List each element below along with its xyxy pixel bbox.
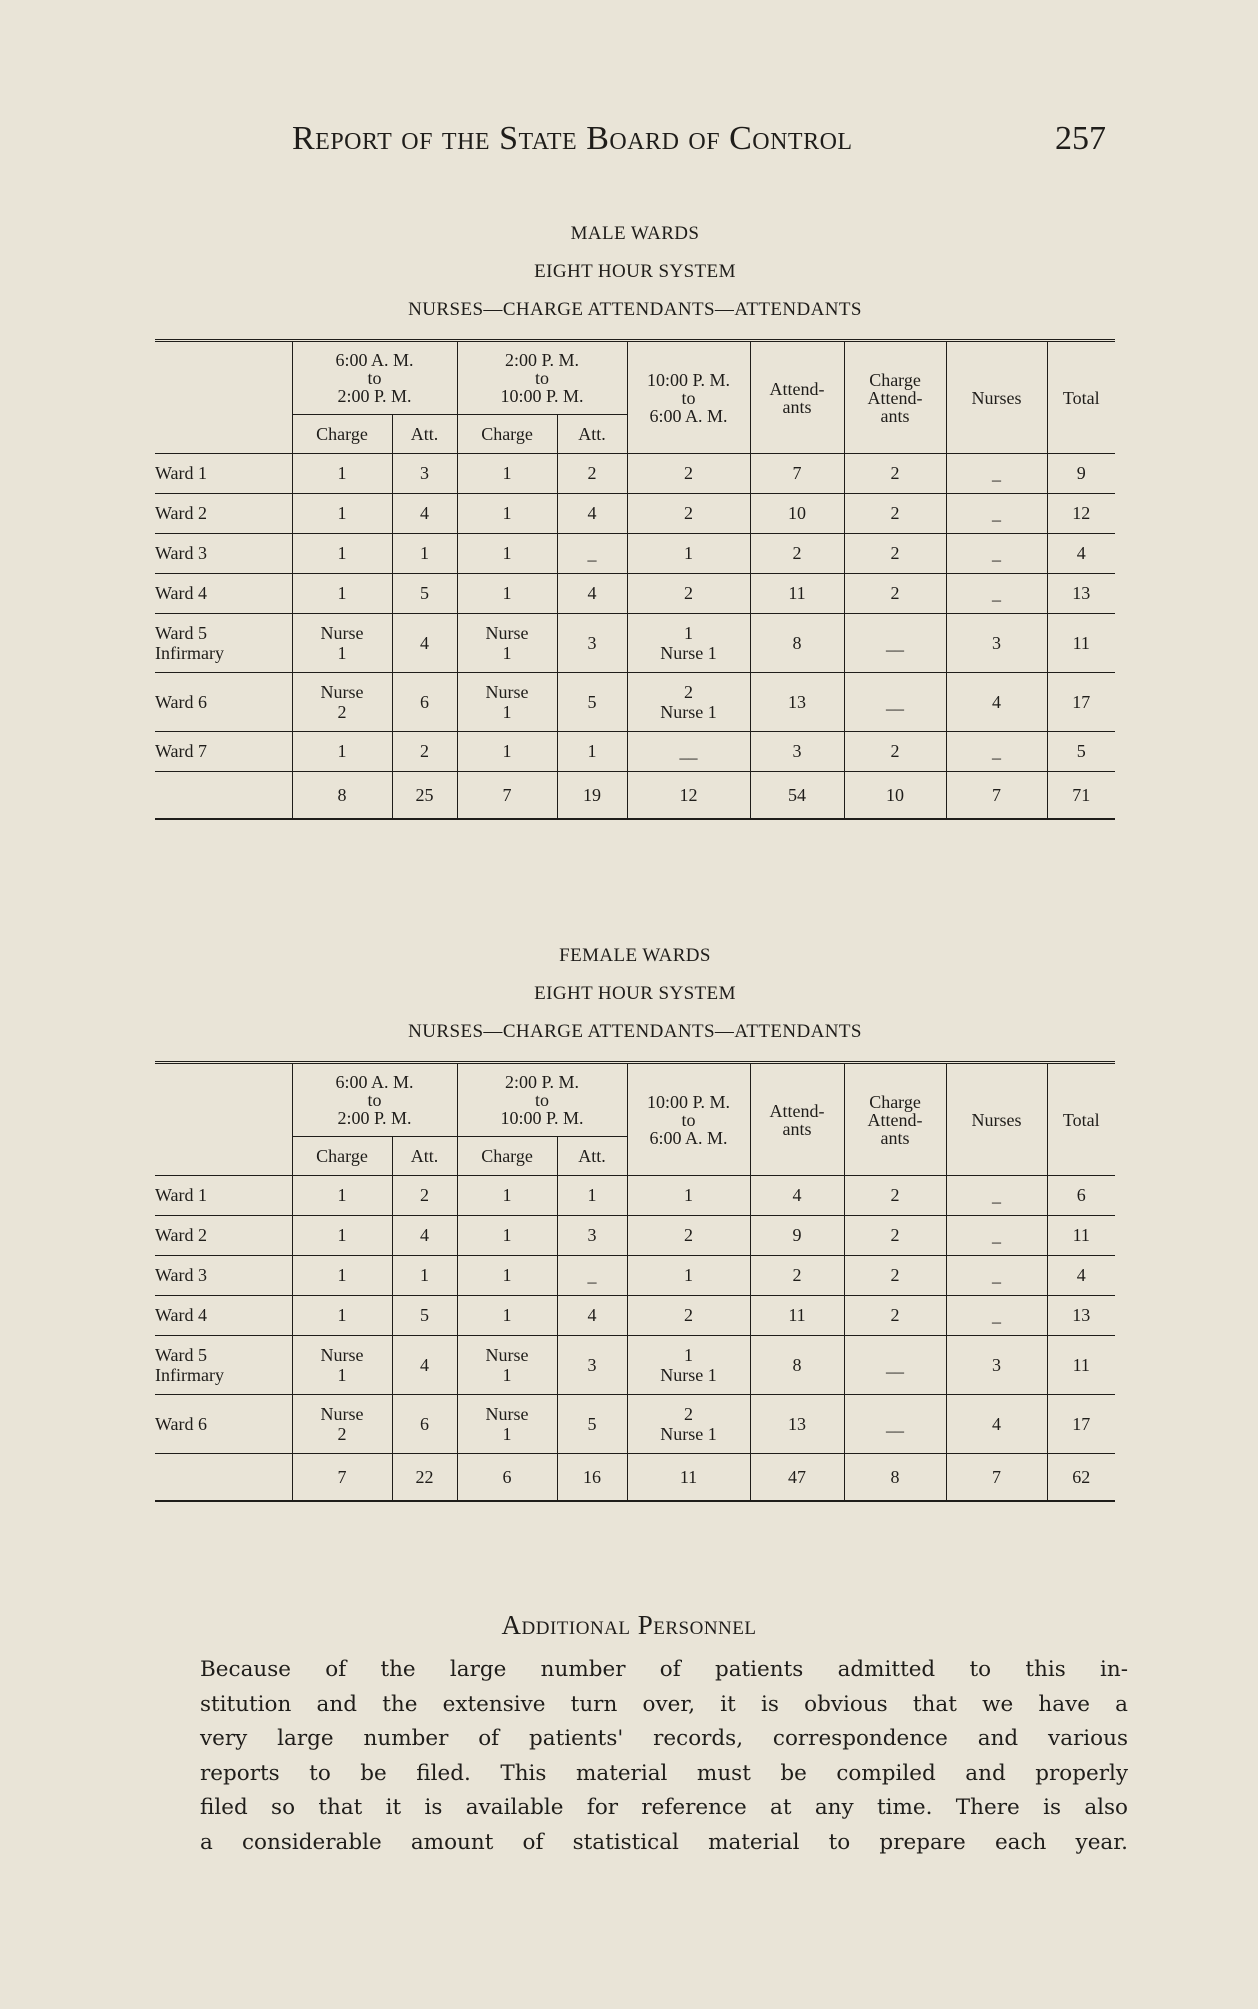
female-wards-table [155, 1061, 1115, 1502]
shift-2-att-cell: 4 [557, 1296, 627, 1336]
shift-2-att-cell: 3 [557, 1336, 627, 1395]
shift-2-charge-cell: 1 [457, 1296, 557, 1336]
charge-attendants-header: Charge Attend- ants [844, 341, 946, 454]
charge-subheader: Charge [457, 1137, 557, 1176]
total-cell: 9 [1047, 454, 1115, 494]
charge-attendants-cell: __ [844, 673, 946, 732]
shift-1-charge-cell: 1 [292, 1216, 392, 1256]
shift-2-charge-cell: 1 [457, 732, 557, 772]
ward-label: Ward 2 [155, 1216, 292, 1256]
total-cell: 11 [1047, 1336, 1115, 1395]
total-cell: 11 [1047, 614, 1115, 673]
charge-attendants-cell: 2 [844, 1176, 946, 1216]
table-row [155, 454, 1115, 494]
shift-2-att-cell: 3 [557, 1216, 627, 1256]
ward-label: Ward 4 [155, 574, 292, 614]
attendants-cell: 10 [750, 494, 844, 534]
shift-3-cell: __ [627, 732, 750, 772]
charge-attendants-cell: 2 [844, 732, 946, 772]
table-row [155, 1296, 1115, 1336]
nurses-cell: _ [946, 574, 1047, 614]
shift-3-cell: 1 [627, 534, 750, 574]
total-shift-2-charge-cell: 6 [457, 1454, 557, 1502]
shift-2-att-cell: 2 [557, 454, 627, 494]
nurses-cell: 4 [946, 1395, 1047, 1454]
attendants-cell: 13 [750, 673, 844, 732]
ward-label: Ward 2 [155, 494, 292, 534]
shift-1-att-cell: 6 [392, 1395, 457, 1454]
shift-3-cell: 2 [627, 574, 750, 614]
attendants-cell: 4 [750, 1176, 844, 1216]
male-wards-table [155, 339, 1115, 820]
shift-2-att-cell: 3 [557, 614, 627, 673]
table-row [155, 614, 1115, 673]
shift-1-att-cell: 4 [392, 1336, 457, 1395]
total-shift-1-charge-cell: 7 [292, 1454, 392, 1502]
paragraph-line: very large number of patients' records, correspondence and various [200, 1726, 1128, 1751]
shift-1-charge-cell: Nurse 1 [292, 614, 392, 673]
table-row [155, 732, 1115, 772]
total-cell: 13 [1047, 1296, 1115, 1336]
shift-1-header: 6:00 A. M. to 2:00 P. M. [292, 341, 457, 415]
total-cell: 4 [1047, 534, 1115, 574]
shift-1-charge-cell: 1 [292, 574, 392, 614]
shift-1-charge-cell: 1 [292, 454, 392, 494]
table-row [155, 1256, 1115, 1296]
ward-label: Ward 1 [155, 1176, 292, 1216]
charge-attendants-cell: __ [844, 614, 946, 673]
table-subtitle: NURSES—CHARGE ATTENDANTS—ATTENDANTS [408, 299, 862, 320]
shift-1-charge-cell: Nurse 1 [292, 1336, 392, 1395]
charge-attendants-cell: __ [844, 1336, 946, 1395]
total-shift-1-att-cell: 25 [392, 772, 457, 820]
shift-2-charge-cell: 1 [457, 1256, 557, 1296]
additional-personnel-paragraph [200, 1653, 1128, 1860]
table-system: EIGHT HOUR SYSTEM [534, 983, 736, 1004]
shift-3-cell: 2 [627, 454, 750, 494]
nurses-cell: _ [946, 534, 1047, 574]
total-total-cell: 71 [1047, 772, 1115, 820]
total-total-cell: 62 [1047, 1454, 1115, 1502]
nurses-cell: _ [946, 494, 1047, 534]
table-row [155, 673, 1115, 732]
shift-3-cell: 1 Nurse 1 [627, 1336, 750, 1395]
total-cell: 13 [1047, 574, 1115, 614]
total-header: Total [1047, 341, 1115, 454]
shift-2-att-cell: 4 [557, 574, 627, 614]
shift-3-header: 10:00 P. M. to 6:00 A. M. [627, 1063, 750, 1176]
total-shift-3-cell: 12 [627, 772, 750, 820]
attendants-cell: 11 [750, 574, 844, 614]
nurses-cell: _ [946, 732, 1047, 772]
total-charge-attendants-cell: 10 [844, 772, 946, 820]
paragraph-line: reports to be filed. This material must be compiled and properly [200, 1760, 1128, 1786]
ward-header [155, 341, 292, 454]
shift-1-header: 6:00 A. M. to 2:00 P. M. [292, 1063, 457, 1137]
attendants-cell: 3 [750, 732, 844, 772]
table-row [155, 1176, 1115, 1216]
total-header: Total [1047, 1063, 1115, 1176]
shift-3-cell: 2 [627, 1216, 750, 1256]
totals-label [155, 1454, 292, 1502]
page-number: 257 [1055, 120, 1106, 157]
shift-2-charge-cell: 1 [457, 494, 557, 534]
attendants-cell: 9 [750, 1216, 844, 1256]
att-subheader: Att. [557, 1137, 627, 1176]
table-row [155, 534, 1115, 574]
attendants-cell: 11 [750, 1296, 844, 1336]
total-attendants-cell: 54 [750, 772, 844, 820]
shift-1-charge-cell: Nurse 2 [292, 673, 392, 732]
shift-3-cell: 2 [627, 1296, 750, 1336]
shift-3-cell: 2 Nurse 1 [627, 1395, 750, 1454]
attendants-header: Attend- ants [750, 1063, 844, 1176]
shift-1-charge-cell: 1 [292, 494, 392, 534]
table-row [155, 494, 1115, 534]
table-row [155, 1216, 1115, 1256]
total-nurses-cell: 7 [946, 772, 1047, 820]
shift-2-header: 2:00 P. M. to 10:00 P. M. [457, 341, 627, 415]
shift-2-header: 2:00 P. M. to 10:00 P. M. [457, 1063, 627, 1137]
ward-label: Ward 4 [155, 1296, 292, 1336]
shift-1-charge-cell: 1 [292, 1176, 392, 1216]
ward-label: Ward 3 [155, 534, 292, 574]
total-shift-2-charge-cell: 7 [457, 772, 557, 820]
charge-attendants-cell: 2 [844, 1256, 946, 1296]
shift-2-charge-cell: 1 [457, 574, 557, 614]
ward-label: Ward 5 Infirmary [155, 1336, 292, 1395]
charge-attendants-cell: 2 [844, 534, 946, 574]
ward-header [155, 1063, 292, 1176]
ward-label: Ward 7 [155, 732, 292, 772]
charge-attendants-cell: __ [844, 1395, 946, 1454]
page-header [0, 120, 1258, 160]
table-row [155, 1336, 1115, 1395]
shift-3-cell: 1 Nurse 1 [627, 614, 750, 673]
attendants-cell: 7 [750, 454, 844, 494]
charge-attendants-header: Charge Attend- ants [844, 1063, 946, 1176]
shift-2-att-cell: 5 [557, 673, 627, 732]
shift-2-att-cell: 5 [557, 1395, 627, 1454]
female-wards-section [155, 937, 1115, 1502]
ward-label: Ward 5 Infirmary [155, 614, 292, 673]
attendants-cell: 8 [750, 1336, 844, 1395]
shift-2-att-cell: 1 [557, 1176, 627, 1216]
shift-2-att-cell: 4 [557, 494, 627, 534]
total-shift-1-att-cell: 22 [392, 1454, 457, 1502]
shift-3-cell: 2 Nurse 1 [627, 673, 750, 732]
totals-row [155, 1454, 1115, 1502]
shift-1-att-cell: 4 [392, 614, 457, 673]
shift-3-cell: 1 [627, 1256, 750, 1296]
charge-subheader: Charge [457, 415, 557, 454]
charge-attendants-cell: 2 [844, 454, 946, 494]
shift-2-charge-cell: Nurse 1 [457, 1395, 557, 1454]
nurses-cell: 3 [946, 614, 1047, 673]
ward-label: Ward 3 [155, 1256, 292, 1296]
shift-3-cell: 1 [627, 1176, 750, 1216]
shift-2-charge-cell: Nurse 1 [457, 1336, 557, 1395]
total-cell: 6 [1047, 1176, 1115, 1216]
nurses-cell: _ [946, 1256, 1047, 1296]
shift-2-charge-cell: Nurse 1 [457, 614, 557, 673]
shift-3-header: 10:00 P. M. to 6:00 A. M. [627, 341, 750, 454]
total-cell: 17 [1047, 1395, 1115, 1454]
charge-attendants-cell: 2 [844, 574, 946, 614]
table-system: EIGHT HOUR SYSTEM [534, 261, 736, 282]
att-subheader: Att. [392, 415, 457, 454]
shift-2-charge-cell: 1 [457, 1176, 557, 1216]
nurses-header: Nurses [946, 1063, 1047, 1176]
total-shift-2-att-cell: 19 [557, 772, 627, 820]
total-shift-3-cell: 11 [627, 1454, 750, 1502]
shift-2-charge-cell: 1 [457, 534, 557, 574]
table-title: FEMALE WARDS [559, 945, 711, 966]
attendants-header: Attend- ants [750, 341, 844, 454]
shift-1-att-cell: 2 [392, 732, 457, 772]
shift-1-charge-cell: 1 [292, 732, 392, 772]
table-title: MALE WARDS [570, 223, 700, 244]
total-attendants-cell: 47 [750, 1454, 844, 1502]
shift-1-att-cell: 3 [392, 454, 457, 494]
shift-1-charge-cell: 1 [292, 1256, 392, 1296]
total-cell: 5 [1047, 732, 1115, 772]
paragraph-line: a considerable amount of statistical material to prepare each year. [200, 1829, 1128, 1855]
ward-label: Ward 6 [155, 1395, 292, 1454]
paragraph-line: Because of the large number of patients admitted to this in- [200, 1657, 1128, 1682]
nurses-header: Nurses [946, 341, 1047, 454]
total-shift-1-charge-cell: 8 [292, 772, 392, 820]
attendants-cell: 2 [750, 1256, 844, 1296]
nurses-cell: 4 [946, 673, 1047, 732]
nurses-cell: _ [946, 1296, 1047, 1336]
totals-label [155, 772, 292, 820]
shift-3-cell: 2 [627, 494, 750, 534]
nurses-cell: _ [946, 1176, 1047, 1216]
attendants-cell: 13 [750, 1395, 844, 1454]
shift-2-charge-cell: Nurse 1 [457, 673, 557, 732]
shift-1-att-cell: 4 [392, 494, 457, 534]
additional-personnel-heading: Additional Personnel [501, 1610, 757, 1640]
total-nurses-cell: 7 [946, 1454, 1047, 1502]
att-subheader: Att. [392, 1137, 457, 1176]
nurses-cell: _ [946, 1216, 1047, 1256]
total-cell: 17 [1047, 673, 1115, 732]
shift-1-att-cell: 4 [392, 1216, 457, 1256]
paragraph-line: stitution and the extensive turn over, it is obvious that we have a [200, 1691, 1128, 1717]
totals-row [155, 772, 1115, 820]
shift-1-att-cell: 6 [392, 673, 457, 732]
total-cell: 12 [1047, 494, 1115, 534]
shift-1-att-cell: 5 [392, 1296, 457, 1336]
shift-2-att-cell: _ [557, 1256, 627, 1296]
table-subtitle: NURSES—CHARGE ATTENDANTS—ATTENDANTS [408, 1021, 862, 1042]
paragraph-line: filed so that it is available for reference at any time. There is also [200, 1795, 1128, 1820]
attendants-cell: 2 [750, 534, 844, 574]
shift-2-att-cell: 1 [557, 732, 627, 772]
shift-1-charge-cell: 1 [292, 534, 392, 574]
table-row [155, 574, 1115, 614]
att-subheader: Att. [557, 415, 627, 454]
total-shift-2-att-cell: 16 [557, 1454, 627, 1502]
nurses-cell: 3 [946, 1336, 1047, 1395]
charge-attendants-cell: 2 [844, 1216, 946, 1256]
ward-label: Ward 1 [155, 454, 292, 494]
shift-1-att-cell: 1 [392, 534, 457, 574]
table-row [155, 1395, 1115, 1454]
running-head: Report of the State Board of Control [292, 120, 853, 157]
shift-2-charge-cell: 1 [457, 454, 557, 494]
charge-subheader: Charge [292, 1137, 392, 1176]
total-cell: 4 [1047, 1256, 1115, 1296]
attendants-cell: 8 [750, 614, 844, 673]
shift-1-att-cell: 5 [392, 574, 457, 614]
charge-attendants-cell: 2 [844, 494, 946, 534]
male-wards-section [155, 215, 1115, 820]
total-charge-attendants-cell: 8 [844, 1454, 946, 1502]
shift-2-charge-cell: 1 [457, 1216, 557, 1256]
charge-subheader: Charge [292, 415, 392, 454]
charge-attendants-cell: 2 [844, 1296, 946, 1336]
shift-1-att-cell: 2 [392, 1176, 457, 1216]
shift-2-att-cell: _ [557, 534, 627, 574]
nurses-cell: _ [946, 454, 1047, 494]
shift-1-charge-cell: 1 [292, 1296, 392, 1336]
shift-1-att-cell: 1 [392, 1256, 457, 1296]
total-cell: 11 [1047, 1216, 1115, 1256]
shift-1-charge-cell: Nurse 2 [292, 1395, 392, 1454]
ward-label: Ward 6 [155, 673, 292, 732]
